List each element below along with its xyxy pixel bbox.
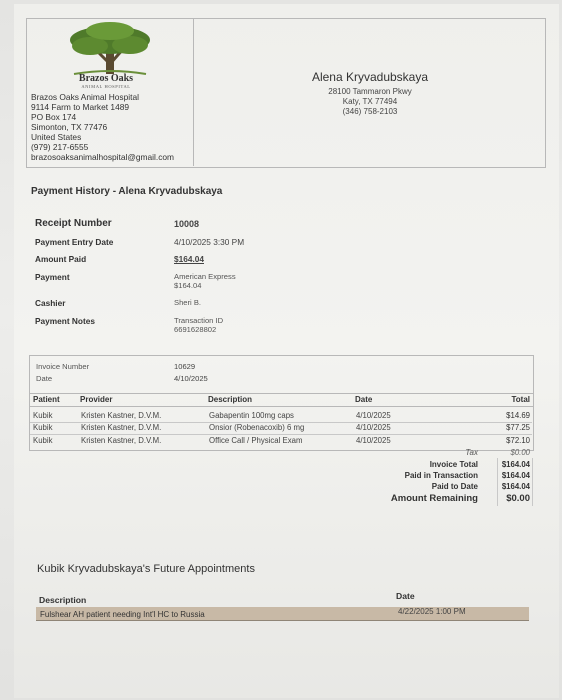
amount-paid-label: Amount Paid <box>35 254 87 264</box>
amount-remaining-label: Amount Remaining <box>390 493 478 504</box>
entry-date-label: Payment Entry Date <box>35 237 114 247</box>
paid-in-transaction-label: Paid in Transaction <box>404 471 478 480</box>
row-provider: Kristen Kastner, D.V.M. <box>81 423 162 432</box>
row-patient: Kubik <box>33 423 53 432</box>
tax-label: Tax <box>465 448 478 457</box>
appointments-col-description: Description <box>39 595 87 605</box>
clinic-phone: (979) 217-6555 <box>31 142 89 152</box>
row-patient: Kubik <box>33 436 53 445</box>
paid-in-transaction: $164.04 <box>501 471 530 480</box>
header-divider <box>193 18 194 166</box>
appointment-description: Fulshear AH patient needing Int'l HC to Russia <box>40 610 205 619</box>
receipt-number: 10008 <box>174 219 200 229</box>
row-provider: Kristen Kastner, D.V.M. <box>81 436 162 445</box>
cashier: Sheri B. <box>174 298 202 307</box>
client-street: 28100 Tammaron Pkwy <box>328 87 412 96</box>
row-patient: Kubik <box>33 411 53 420</box>
row-total: $14.69 <box>506 411 530 420</box>
clinic-email: brazosoaksanimalhospital@gmail.com <box>31 152 175 162</box>
invoice-total: $164.04 <box>501 460 530 469</box>
invoice-date-label: Date <box>36 374 53 383</box>
row-total: $77.25 <box>506 423 530 432</box>
row-total: $72.10 <box>506 436 530 445</box>
invoice-date: 4/10/2025 <box>174 374 208 383</box>
payment-notes-line1: Transaction ID <box>174 316 224 325</box>
payment-method: American Express <box>174 272 236 281</box>
clinic-address-block <box>31 92 174 162</box>
appointment-date: 4/22/2025 1:00 PM <box>398 607 466 616</box>
invoice-number: 10629 <box>174 362 196 371</box>
payment-history-title: Payment History - Alena Kryvadubskaya <box>31 186 223 197</box>
invoice-total-label: Invoice Total <box>429 460 478 469</box>
row-divider <box>30 434 532 435</box>
payment-notes-label: Payment Notes <box>35 316 95 326</box>
clinic-address2: PO Box 174 <box>31 112 77 122</box>
col-patient: Patient <box>33 395 60 404</box>
client-city: Katy, TX 77494 <box>342 97 398 106</box>
row-date: 4/10/2025 <box>356 411 391 420</box>
invoice-table-header-rule <box>29 406 533 407</box>
payment-amount: $164.04 <box>174 281 202 290</box>
paid-to-date-label: Paid to Date <box>431 482 478 491</box>
clinic-country: United States <box>31 132 82 142</box>
row-date: 4/10/2025 <box>356 436 391 445</box>
logo-subtitle: ANIMAL HOSPITAL <box>81 84 131 89</box>
row-date: 4/10/2025 <box>356 423 391 432</box>
row-description: Office Call / Physical Exam <box>209 436 303 445</box>
row-provider: Kristen Kastner, D.V.M. <box>81 411 162 420</box>
row-description: Gabapentin 100mg caps <box>209 411 294 420</box>
col-description: Description <box>208 395 253 404</box>
cashier-label: Cashier <box>35 298 66 308</box>
col-date: Date <box>355 395 373 404</box>
tax-value: $0.00 <box>510 448 530 457</box>
payment-notes-block <box>174 316 223 334</box>
row-description: Onsior (Robenacoxib) 6 mg <box>209 423 305 432</box>
receipt-number-label: Receipt Number <box>35 218 112 229</box>
entry-date: 4/10/2025 3:30 PM <box>174 237 245 247</box>
future-appointments-title: Kubik Kryvadubskaya's Future Appointments <box>37 563 255 575</box>
clinic-city: Simonton, TX 77476 <box>31 122 108 132</box>
payment-label: Payment <box>35 272 70 282</box>
col-provider: Provider <box>80 395 113 404</box>
invoice-header-box <box>29 355 534 394</box>
clinic-address1: 9114 Farm to Market 1489 <box>31 102 130 112</box>
client-name: Alena Kryvadubskaya <box>311 70 429 84</box>
appointments-col-date: Date <box>396 591 415 601</box>
paid-to-date: $164.04 <box>501 482 530 491</box>
clinic-name: Brazos Oaks Animal Hospital <box>31 92 139 102</box>
col-total: Total <box>511 395 530 404</box>
payment-notes-line2: 6691628802 <box>174 325 217 334</box>
amount-remaining: $0.00 <box>506 493 530 504</box>
logo-title: Brazos Oaks <box>78 73 134 84</box>
invoice-number-label: Invoice Number <box>36 362 90 371</box>
payment-method-block <box>174 272 236 290</box>
amount-paid: $164.04 <box>174 254 204 264</box>
client-phone: (346) 758-2103 <box>342 107 398 116</box>
